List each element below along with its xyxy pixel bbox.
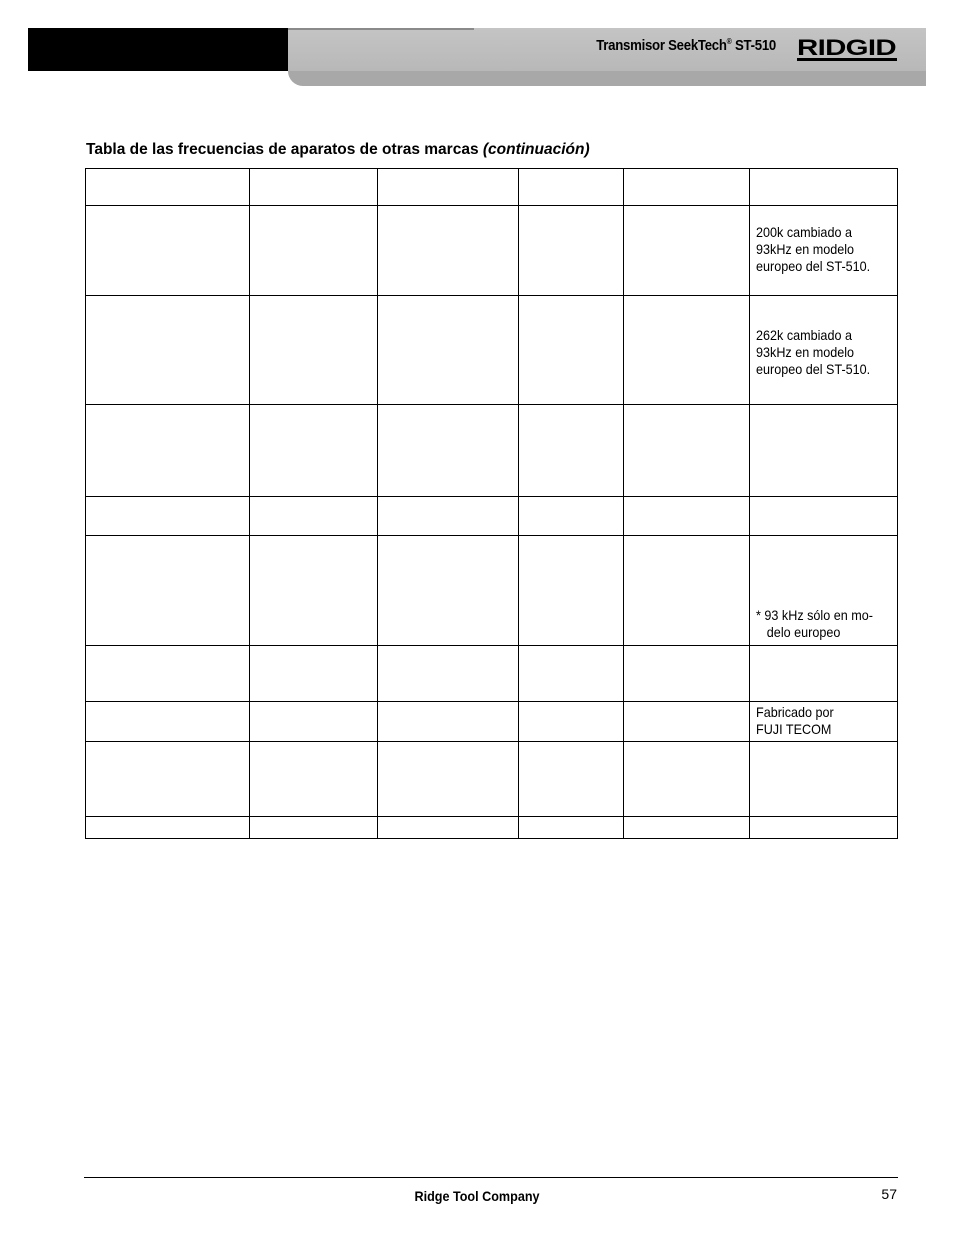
row-divider xyxy=(85,816,898,817)
row-divider xyxy=(85,645,898,646)
row-divider xyxy=(85,404,898,405)
table-border-top xyxy=(85,168,898,169)
header-gray-tab xyxy=(288,71,926,86)
table-note: 200k cambiado a 93kHz en modelo europeo del ST-510. xyxy=(756,224,871,274)
table-note: * 93 kHz sólo en mo- delo europeo xyxy=(756,607,873,640)
header-title: Transmisor SeekTech® ST-510 xyxy=(596,37,776,54)
column-divider xyxy=(623,168,624,839)
row-divider xyxy=(85,295,898,296)
ridgid-logo xyxy=(797,36,899,62)
frequency-table xyxy=(85,168,898,839)
column-divider xyxy=(249,168,250,839)
footer-company: Ridge Tool Company xyxy=(414,1188,540,1204)
table-note: 262k cambiado a 93kHz en modelo europeo del ST-510. xyxy=(756,327,871,377)
row-divider xyxy=(85,496,898,497)
row-divider xyxy=(85,741,898,742)
page-number: 57 xyxy=(881,1186,897,1202)
table-border-bottom xyxy=(85,838,898,839)
column-divider xyxy=(749,168,750,839)
row-divider xyxy=(85,205,898,206)
svg-text:RIDGID: RIDGID xyxy=(797,36,896,60)
footer-rule xyxy=(84,1177,898,1178)
table-note: Fabricado por FUJI TECOM xyxy=(756,704,834,737)
table-border-right xyxy=(897,168,898,839)
table-border-left xyxy=(85,168,86,839)
row-divider xyxy=(85,701,898,702)
column-divider xyxy=(377,168,378,839)
table-title: Tabla de las frecuencias de aparatos de otras marcas (continuación) xyxy=(86,141,590,158)
column-divider xyxy=(518,168,519,839)
row-divider xyxy=(85,535,898,536)
